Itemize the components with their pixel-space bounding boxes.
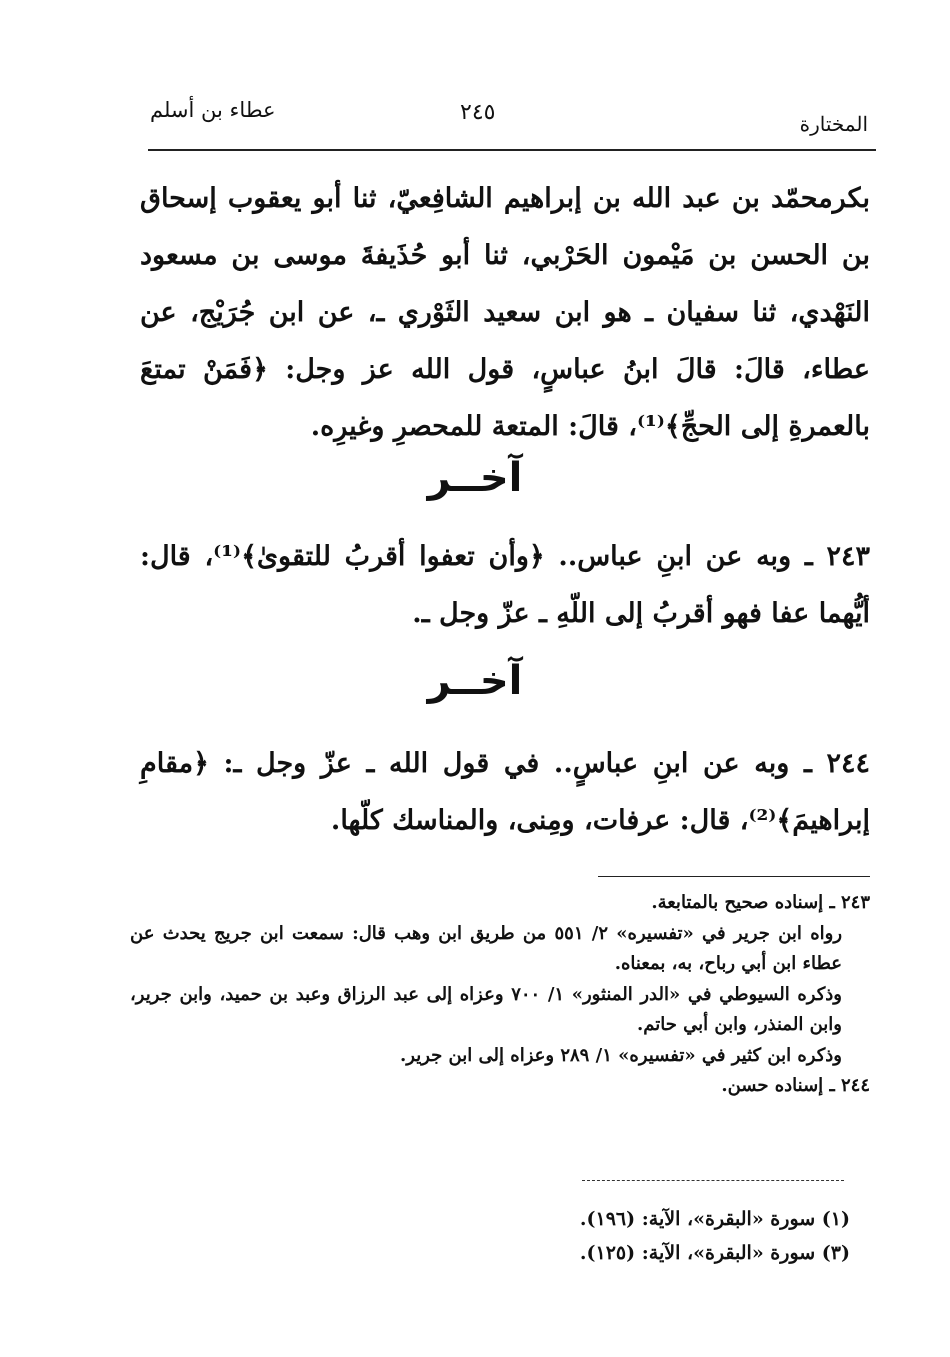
header-page-number: ٢٤٥ bbox=[460, 100, 496, 125]
notes-separator bbox=[582, 1180, 844, 1181]
header-book-title: المختارة bbox=[799, 112, 868, 136]
header-rule bbox=[148, 149, 876, 151]
footnote-243-suyuti: وذكره السيوطي في «الدر المنثور» ١/ ٧٠٠ وعزاه إلى عبد الرزاق وعبد بن حميد، وابن جرير، وابن المنذر، وابن أبي حاتم. bbox=[130, 983, 843, 1035]
footnote-separator bbox=[598, 876, 870, 877]
footnotes-block bbox=[130, 888, 870, 1102]
body-paragraph-1: بكرمحمّد بن عبد الله بن إبراهيم الشافِعيّ، ثنا أبو يعقوب إسحاق بن الحسن بن مَيْمون الحَرْبي، ثنا أبو حُذَيفةَ موسى بن مسعود النَهْدي، ثنا سفيان ـ هو ابن سعيد الثَوْري ـ، عن ابن جُرَيْج، عن عطاء، قالَ: قالَ ابنُ عباسٍ، قول الله عز وجل: ﴿فَمَنْ تمتعَ بالعمرةِ إلى الحجِّ﴾⁽¹⁾، قالَ: المتعة للمحصرِ وغيرِه. bbox=[140, 183, 870, 442]
footnote-243-ibn-jarir: رواه ابن جرير في «تفسيره» ٢/ ٥٥١ من طريق ابن وهب قال: سمعت ابن جريج يحدث عن عطاء ابن أبي رباح، به، بمعناه. bbox=[130, 922, 843, 974]
section-heading-2: آخــر bbox=[427, 658, 523, 704]
footnote-244-grade: ٢٤٤ ـ إسناده حسن. bbox=[721, 1075, 870, 1096]
body-paragraph-2: ٢٤٣ ـ وبه عن ابنِ عباس.. ﴿وأن تعفوا أقربُ للتقوىٰ﴾⁽¹⁾، قال: أيُّهما عفا فهو أقربُ إلى اللّهِ ـ عزّ وجل ـ. bbox=[140, 541, 870, 629]
footnote-243-grade: ٢٤٣ ـ إسناده صحيح بالمتابعة. bbox=[651, 892, 870, 913]
quran-note-1: (١) سورة «البقرة»، الآية: (١٩٦). bbox=[579, 1208, 850, 1230]
quran-note-2: (٣) سورة «البقرة»، الآية: (١٢٥). bbox=[579, 1242, 850, 1264]
body-paragraph-3: ٢٤٤ ـ وبه عن ابنِ عباسٍ.. في قول الله ـ عزّ وجل ـ: ﴿مقامِ إبراهيمَ﴾⁽²⁾، قال: عرفات، ومِنى، والمناسك كلّها. bbox=[140, 748, 870, 836]
footnote-243-ibn-kathir: وذكره ابن كثير في «تفسيره» ١/ ٢٨٩ وعزاه إلى ابن جرير. bbox=[400, 1044, 842, 1066]
header-section-title: عطاء بن أسلم bbox=[150, 98, 276, 122]
quran-notes-block bbox=[400, 1202, 850, 1270]
section-heading-1: آخــر bbox=[427, 455, 523, 501]
